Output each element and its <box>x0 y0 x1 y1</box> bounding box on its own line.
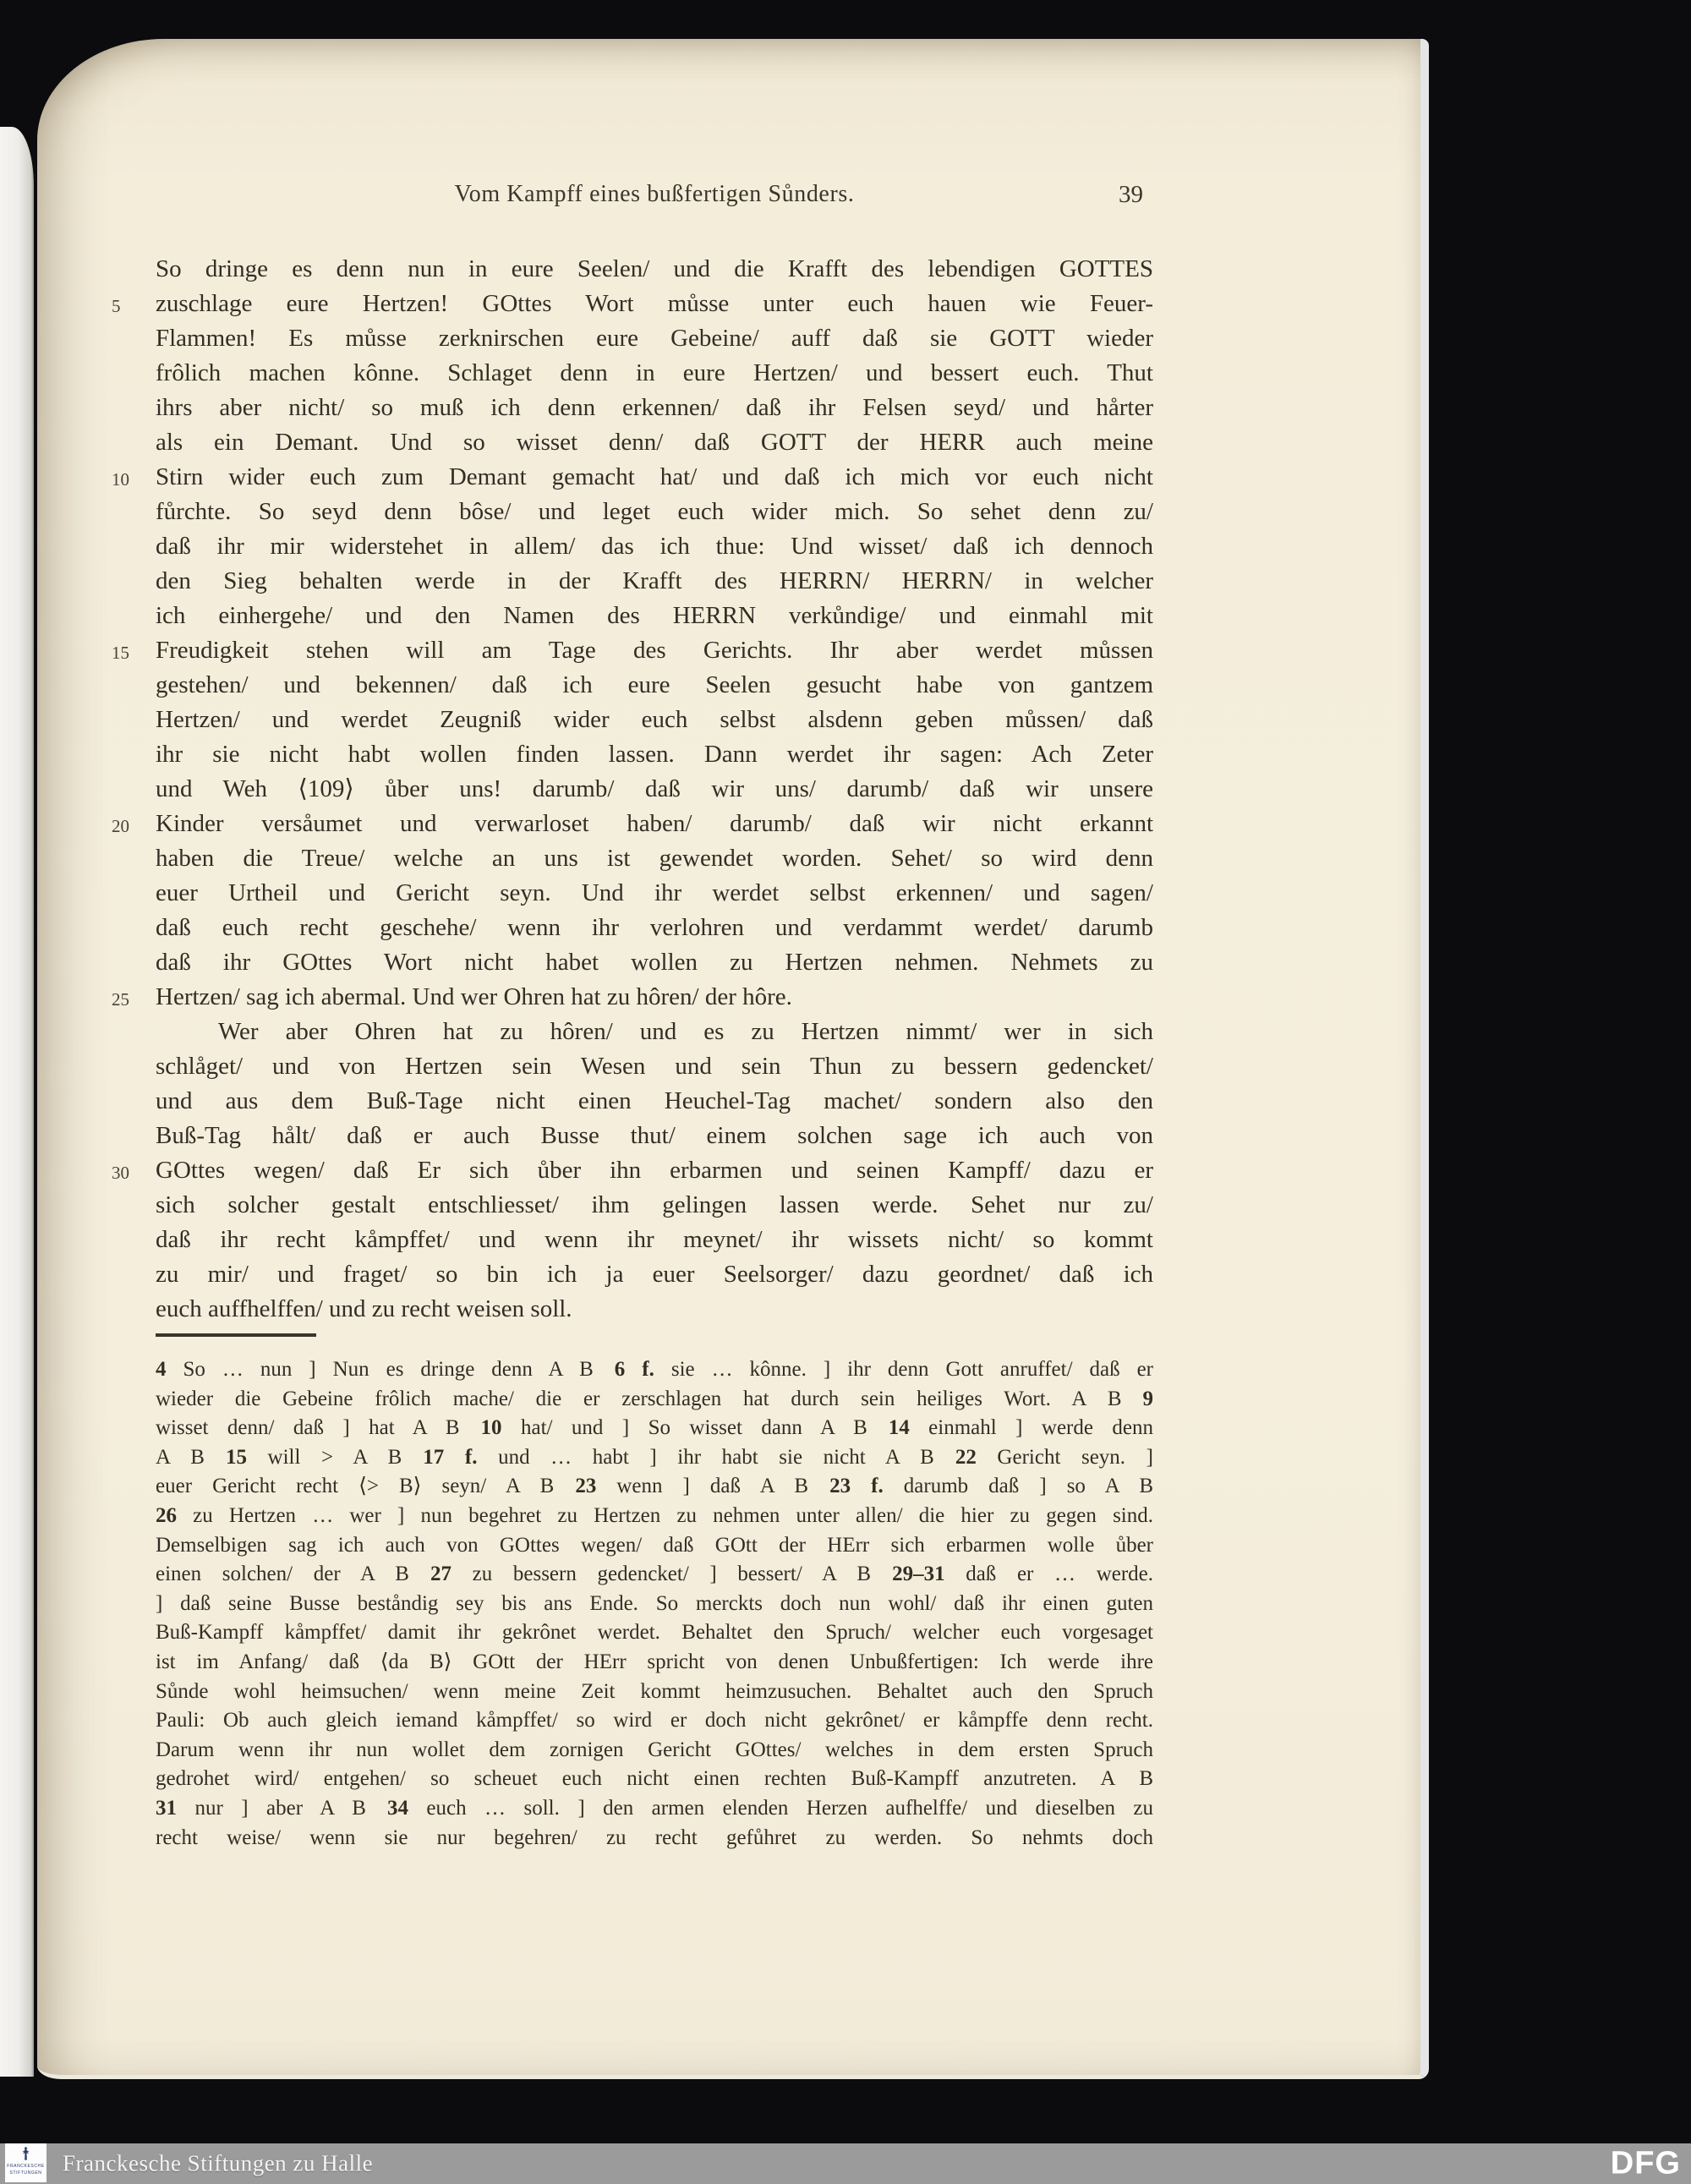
body-line <box>156 945 1153 980</box>
margin-line-number: 25 <box>112 989 129 1010</box>
body-line-text: zuschlage eure Hertzen! GOttes Wort můsse unter euch hauen wie Feuer- <box>156 290 1153 317</box>
page-number: 39 <box>1119 181 1143 208</box>
body-line <box>156 737 1153 772</box>
body-line-text: Flammen! Es můsse zerknirschen eure Gebeine/ auff daß sie GOTT wieder <box>156 325 1153 352</box>
margin-line-number: 5 <box>112 296 121 316</box>
body-line-text: Buß-Tag hålt/ daß er auch Busse thut/ einem solchen sage ich auch von <box>156 1122 1153 1149</box>
body-line-text: daß euch recht geschehe/ wenn ihr verlohren und verdammt werdet/ darumb <box>156 914 1153 941</box>
body-line <box>156 529 1153 564</box>
body-line-text: Kinder versåumet und verwarloset haben/ darumb/ daß wir nicht erkannt <box>156 810 1153 837</box>
body-line-text: gestehen/ und bekennen/ daß ich eure Seelen gesucht habe von gantzem <box>156 671 1153 698</box>
body-line-text: schlåget/ und von Hertzen sein Wesen und sein Thun zu bessern gedencket/ <box>156 1053 1153 1080</box>
body-line <box>112 980 1153 1015</box>
body-line <box>156 703 1153 737</box>
body-line <box>112 460 1153 495</box>
body-line <box>156 425 1153 460</box>
apparatus-line: Demselbigen sag ich auch von GOttes wegen/ daß GOtt der HErr sich erbarmen wolle ůber <box>156 1533 1153 1557</box>
book-page <box>37 39 1429 2079</box>
body-line <box>156 1084 1153 1119</box>
body-line-text: fůrchte. So seyd denn bôse/ und leget euch wider mich. So sehet denn zu/ <box>156 498 1153 525</box>
body-line <box>156 1223 1153 1257</box>
body-line <box>156 495 1153 529</box>
body-line-text: daß ihr GOttes Wort nicht habet wollen zu Hertzen nehmen. Nehmets zu <box>156 949 1153 976</box>
apparatus-line: 26 zu Hertzen … wer ] nun begehret zu Hertzen zu nehmen unter allen/ die hier zu gegen sind. <box>156 1503 1153 1527</box>
margin-line-number: 10 <box>112 469 129 490</box>
francke-logo-text-line2: STIFTUNGEN <box>9 2170 42 2176</box>
body-line-text: frôlich machen kônne. Schlaget denn in eure Hertzen/ und bessert euch. Thut <box>156 359 1153 386</box>
apparatus-line: wieder die Gebeine frôlich mache/ die er zerschlagen hat durch sein heiliges Wort. A B 9 <box>156 1387 1153 1410</box>
dfg-logo[interactable]: DFG <box>1610 2145 1681 2181</box>
body-line-text: Hertzen/ und werdet Zeugniß wider euch selbst alsdenn geben můssen/ daß <box>156 706 1153 733</box>
apparatus-line: euer Gericht recht ⟨> B⟩ seyn/ A B 23 wenn ] daß A B 23 f. darumb daß ] so A B <box>156 1475 1153 1498</box>
viewer-footer-bar <box>0 2143 1691 2184</box>
body-line <box>156 911 1153 945</box>
apparatus-line: Sůnde wohl heimsuchen/ wenn meine Zeit kommt heimzusuchen. Behaltet auch den Spruch <box>156 1679 1153 1703</box>
body-line <box>156 1119 1153 1153</box>
body-line <box>156 1049 1153 1084</box>
body-line-text: ihrs aber nicht/ so muß ich denn erkennen/ daß ihr Felsen seyd/ und hårter <box>156 394 1153 421</box>
page-content <box>112 181 1154 1853</box>
body-line-text: ich einhergehe/ und den Namen des HERRN verkůndige/ und einmahl mit <box>156 602 1153 629</box>
margin-line-number: 15 <box>112 643 129 663</box>
apparatus-line: A B 15 will > A B 17 f. und … habt ] ihr habt sie nicht A B 22 Gericht seyn. ] <box>156 1445 1153 1469</box>
body-line <box>156 772 1153 807</box>
apparatus-line: 31 nur ] aber A B 34 euch … soll. ] den armen elenden Herzen aufhelffe/ und dieselben zu <box>156 1796 1154 1820</box>
critical-apparatus <box>156 1355 1153 1853</box>
body-line <box>156 391 1153 425</box>
apparatus-line: recht weise/ wenn sie nur begehren/ zu recht gefůhret zu werden. So nehmts doch <box>156 1825 1153 1849</box>
body-line <box>112 633 1153 668</box>
body-line-text: daß ihr mir widerstehet in allem/ das ich thue: Und wisset/ daß ich dennoch <box>156 533 1153 560</box>
body-text <box>112 252 1153 1327</box>
body-line-text: euer Urtheil und Gericht seyn. Und ihr werdet selbst erkennen/ und sagen/ <box>156 879 1153 906</box>
margin-line-number: 20 <box>112 816 129 836</box>
body-line <box>156 1257 1153 1292</box>
body-line <box>156 252 1153 287</box>
body-line <box>156 1292 1153 1327</box>
body-line-text: sich solcher gestalt entschliesset/ ihm gelingen lassen werde. Sehet nur zu/ <box>156 1191 1153 1218</box>
apparatus-line: gedrohet wird/ entgehen/ so scheuet euch nicht einen rechten Buß-Kampff anzutreten. A B <box>156 1767 1153 1791</box>
apparatus-line: ist im Anfang/ daß ⟨da B⟩ GOtt der HErr spricht von denen Unbußfertigen: Ich werde ihre <box>156 1650 1153 1673</box>
body-line-text: haben die Treue/ welche an uns ist gewendet worden. Sehet/ so wird denn <box>156 845 1153 872</box>
body-line-text: GOttes wegen/ daß Er sich ůber ihn erbarmen und seinen Kampff/ dazu er <box>156 1157 1153 1184</box>
body-line-text: als ein Demant. Und so wisset denn/ daß GOTT der HERR auch meine <box>156 429 1153 456</box>
francke-eagle-icon <box>18 2146 34 2162</box>
body-line <box>156 321 1153 356</box>
body-line-text: Stirn wider euch zum Demant gemacht hat/ und daß ich mich vor euch nicht <box>156 463 1153 490</box>
body-line <box>112 287 1153 321</box>
body-line-text: Freudigkeit stehen will am Tage des Gerichts. Ihr aber werdet můssen <box>156 637 1153 664</box>
margin-line-number: 30 <box>112 1163 129 1183</box>
body-line <box>112 807 1153 841</box>
body-line-text: den Sieg behalten werde in der Krafft des HERRN/ HERRN/ in welcher <box>156 567 1153 594</box>
body-line-text: euch auffhelffen/ und zu recht weisen soll. <box>156 1295 572 1322</box>
institution-name: Franckesche Stiftungen zu Halle <box>63 2150 374 2176</box>
apparatus-line: Pauli: Ob auch gleich iemand kåmpffet/ so wird er doch nicht gekrônet/ er kåmpffe denn recht. <box>156 1709 1153 1732</box>
body-line <box>156 564 1153 599</box>
body-line-text: und Weh ⟨109⟩ ůber uns! darumb/ daß wir uns/ darumb/ daß wir unsere <box>156 775 1153 802</box>
body-line-text: daß ihr recht kåmpffet/ und wenn ihr meynet/ ihr wissets nicht/ so kommt <box>156 1226 1153 1253</box>
francke-logo[interactable] <box>5 2143 47 2182</box>
page-header-title: Vom Kampff eines bußfertigen Sůnders. <box>454 181 855 207</box>
body-line <box>156 599 1153 633</box>
body-line <box>156 1015 1153 1049</box>
apparatus-line: 4 So … nun ] Nun es dringe denn A B 6 f. sie … kônne. ] ihr denn Gott anruffet/ daß er <box>156 1358 1153 1381</box>
body-line-text: Hertzen/ sag ich abermal. Und wer Ohren hat zu hôren/ der hôre. <box>156 983 792 1010</box>
body-line <box>156 876 1153 911</box>
apparatus-line: Buß-Kampff kåmpffet/ damit ihr gekrônet werdet. Behaltet den Spruch/ welcher euch vorgesaget <box>156 1621 1153 1645</box>
francke-logo-text-line1: FRANCKESCHE <box>7 2164 45 2169</box>
body-line <box>156 841 1153 876</box>
body-line-text: Wer aber Ohren hat zu hôren/ und es zu Hertzen nimmt/ wer in sich <box>218 1018 1153 1045</box>
body-line <box>156 1188 1153 1223</box>
apparatus-line: ] daß seine Busse beståndig sey bis ans Ende. So merckts doch nun wohl/ daß ihr einen guten <box>156 1591 1153 1615</box>
body-line-text: und aus dem Buß-Tage nicht einen Heuchel-Tag machet/ sondern also den <box>156 1087 1153 1114</box>
apparatus-line: Darum wenn ihr nun wollet dem zornigen Gericht GOttes/ welches in dem ersten Spruch <box>156 1738 1153 1761</box>
body-line <box>112 1153 1153 1188</box>
body-line-text: So dringe es denn nun in eure Seelen/ und die Krafft des lebendigen GOTTES <box>156 255 1153 282</box>
body-line-text: ihr sie nicht habt wollen finden lassen. Dann werdet ihr sagen: Ach Zeter <box>156 741 1153 768</box>
apparatus-line: wisset denn/ daß ] hat A B 10 hat/ und ] So wisset dann A B 14 einmahl ] werde denn <box>156 1416 1153 1440</box>
body-line-text: zu mir/ und fraget/ so bin ich ja euer Seelsorger/ dazu geordnet/ daß ich <box>156 1261 1153 1288</box>
body-line <box>156 668 1153 703</box>
running-header <box>156 181 1153 218</box>
footnote-separator <box>156 1333 316 1337</box>
apparatus-line: einen solchen/ der A B 27 zu bessern gedencket/ ] bessert/ A B 29–31 daß er … werde. <box>156 1563 1154 1586</box>
opposite-page-edge <box>0 127 34 2077</box>
body-line <box>156 356 1153 391</box>
